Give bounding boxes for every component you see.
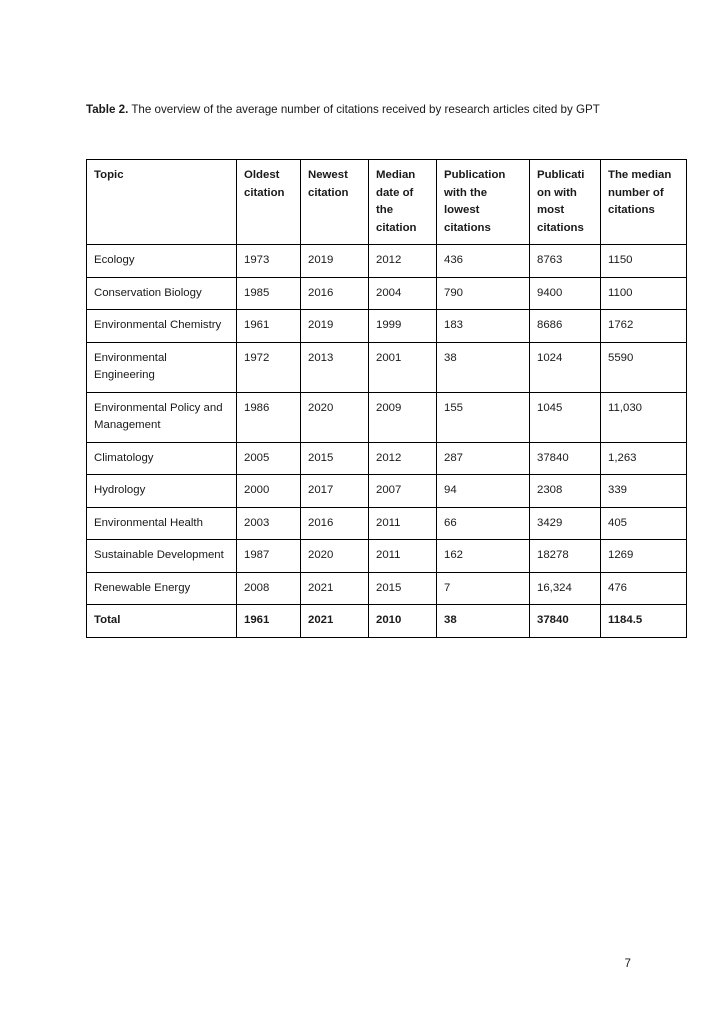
cell-most-citations: 16,324 [530, 572, 601, 605]
cell-median-citations: 1150 [601, 245, 687, 278]
table-row [87, 277, 687, 310]
table-total-row [87, 605, 687, 638]
cell-lowest-citations: 287 [437, 442, 530, 475]
column-header-oldest-citation: Oldest citation [237, 160, 301, 245]
cell-oldest-citation: 1985 [237, 277, 301, 310]
cell-most-citations: 37840 [530, 442, 601, 475]
cell-newest-citation-total: 2021 [301, 605, 369, 638]
table-row [87, 342, 687, 392]
cell-median-date: 2009 [369, 392, 437, 442]
cell-oldest-citation: 2008 [237, 572, 301, 605]
cell-median-date: 2011 [369, 507, 437, 540]
cell-topic: Hydrology [87, 475, 237, 508]
page-number: 7 [624, 957, 631, 970]
table-header [87, 160, 687, 245]
table-header-row [87, 160, 687, 245]
cell-median-citations: 476 [601, 572, 687, 605]
cell-lowest-citations: 155 [437, 392, 530, 442]
cell-lowest-citations: 436 [437, 245, 530, 278]
cell-median-citations: 11,030 [601, 392, 687, 442]
cell-newest-citation: 2015 [301, 442, 369, 475]
cell-most-citations: 9400 [530, 277, 601, 310]
cell-topic-total: Total [87, 605, 237, 638]
cell-median-citations: 1269 [601, 540, 687, 573]
cell-topic: Conservation Biology [87, 277, 237, 310]
cell-median-date: 2012 [369, 245, 437, 278]
table-row [87, 245, 687, 278]
cell-oldest-citation: 1973 [237, 245, 301, 278]
cell-oldest-citation: 1987 [237, 540, 301, 573]
cell-median-citations: 1100 [601, 277, 687, 310]
cell-oldest-citation: 1961 [237, 310, 301, 343]
cell-most-citations: 3429 [530, 507, 601, 540]
cell-oldest-citation: 1972 [237, 342, 301, 392]
cell-most-citations-total: 37840 [530, 605, 601, 638]
cell-most-citations: 8763 [530, 245, 601, 278]
cell-newest-citation: 2017 [301, 475, 369, 508]
cell-lowest-citations: 94 [437, 475, 530, 508]
cell-oldest-citation: 2005 [237, 442, 301, 475]
cell-newest-citation: 2016 [301, 277, 369, 310]
cell-median-date: 2001 [369, 342, 437, 392]
column-header-topic: Topic [87, 160, 237, 245]
column-header-lowest-citations: Publication with the lowest citations [437, 160, 530, 245]
table-row [87, 572, 687, 605]
cell-topic: Environmental Engineering [87, 342, 237, 392]
cell-lowest-citations: 183 [437, 310, 530, 343]
cell-lowest-citations: 7 [437, 572, 530, 605]
cell-median-date: 1999 [369, 310, 437, 343]
cell-topic: Renewable Energy [87, 572, 237, 605]
cell-lowest-citations: 790 [437, 277, 530, 310]
cell-median-citations: 405 [601, 507, 687, 540]
cell-median-citations: 5590 [601, 342, 687, 392]
cell-topic: Climatology [87, 442, 237, 475]
table-caption-text: The overview of the average number of citations received by research articles cited by GPT [128, 103, 600, 116]
cell-median-citations: 1762 [601, 310, 687, 343]
cell-most-citations: 8686 [530, 310, 601, 343]
cell-oldest-citation: 2003 [237, 507, 301, 540]
cell-most-citations: 2308 [530, 475, 601, 508]
cell-topic: Ecology [87, 245, 237, 278]
table-body [87, 245, 687, 638]
cell-topic: Environmental Health [87, 507, 237, 540]
cell-topic: Environmental Policy and Management [87, 392, 237, 442]
cell-newest-citation: 2020 [301, 392, 369, 442]
cell-newest-citation: 2021 [301, 572, 369, 605]
cell-oldest-citation: 1986 [237, 392, 301, 442]
cell-median-date: 2012 [369, 442, 437, 475]
cell-newest-citation: 2019 [301, 310, 369, 343]
table-row [87, 507, 687, 540]
cell-newest-citation: 2019 [301, 245, 369, 278]
table-row [87, 442, 687, 475]
cell-topic: Environmental Chemistry [87, 310, 237, 343]
cell-median-citations: 339 [601, 475, 687, 508]
cell-newest-citation: 2016 [301, 507, 369, 540]
cell-oldest-citation: 2000 [237, 475, 301, 508]
cell-median-date: 2004 [369, 277, 437, 310]
cell-median-date: 2015 [369, 572, 437, 605]
cell-lowest-citations: 162 [437, 540, 530, 573]
cell-most-citations: 18278 [530, 540, 601, 573]
citations-table-container [86, 159, 686, 638]
cell-median-date-total: 2010 [369, 605, 437, 638]
cell-oldest-citation-total: 1961 [237, 605, 301, 638]
table-caption-label: Table 2. [86, 103, 129, 116]
cell-median-date: 2011 [369, 540, 437, 573]
column-header-median-citations: The median number of citations [601, 160, 687, 245]
cell-median-citations-total: 1184.5 [601, 605, 687, 638]
table-row [87, 392, 687, 442]
cell-newest-citation: 2020 [301, 540, 369, 573]
cell-lowest-citations: 38 [437, 342, 530, 392]
cell-newest-citation: 2013 [301, 342, 369, 392]
cell-median-date: 2007 [369, 475, 437, 508]
table-row [87, 310, 687, 343]
cell-topic: Sustainable Development [87, 540, 237, 573]
table-caption [86, 100, 642, 119]
cell-most-citations: 1024 [530, 342, 601, 392]
cell-median-citations: 1,263 [601, 442, 687, 475]
cell-lowest-citations: 66 [437, 507, 530, 540]
citations-table [86, 159, 687, 638]
column-header-most-citations: Publicati on with most citations [530, 160, 601, 245]
cell-lowest-citations-total: 38 [437, 605, 530, 638]
column-header-newest-citation: Newest citation [301, 160, 369, 245]
column-header-median-date: Median date of the citation [369, 160, 437, 245]
table-row [87, 540, 687, 573]
table-row [87, 475, 687, 508]
cell-most-citations: 1045 [530, 392, 601, 442]
